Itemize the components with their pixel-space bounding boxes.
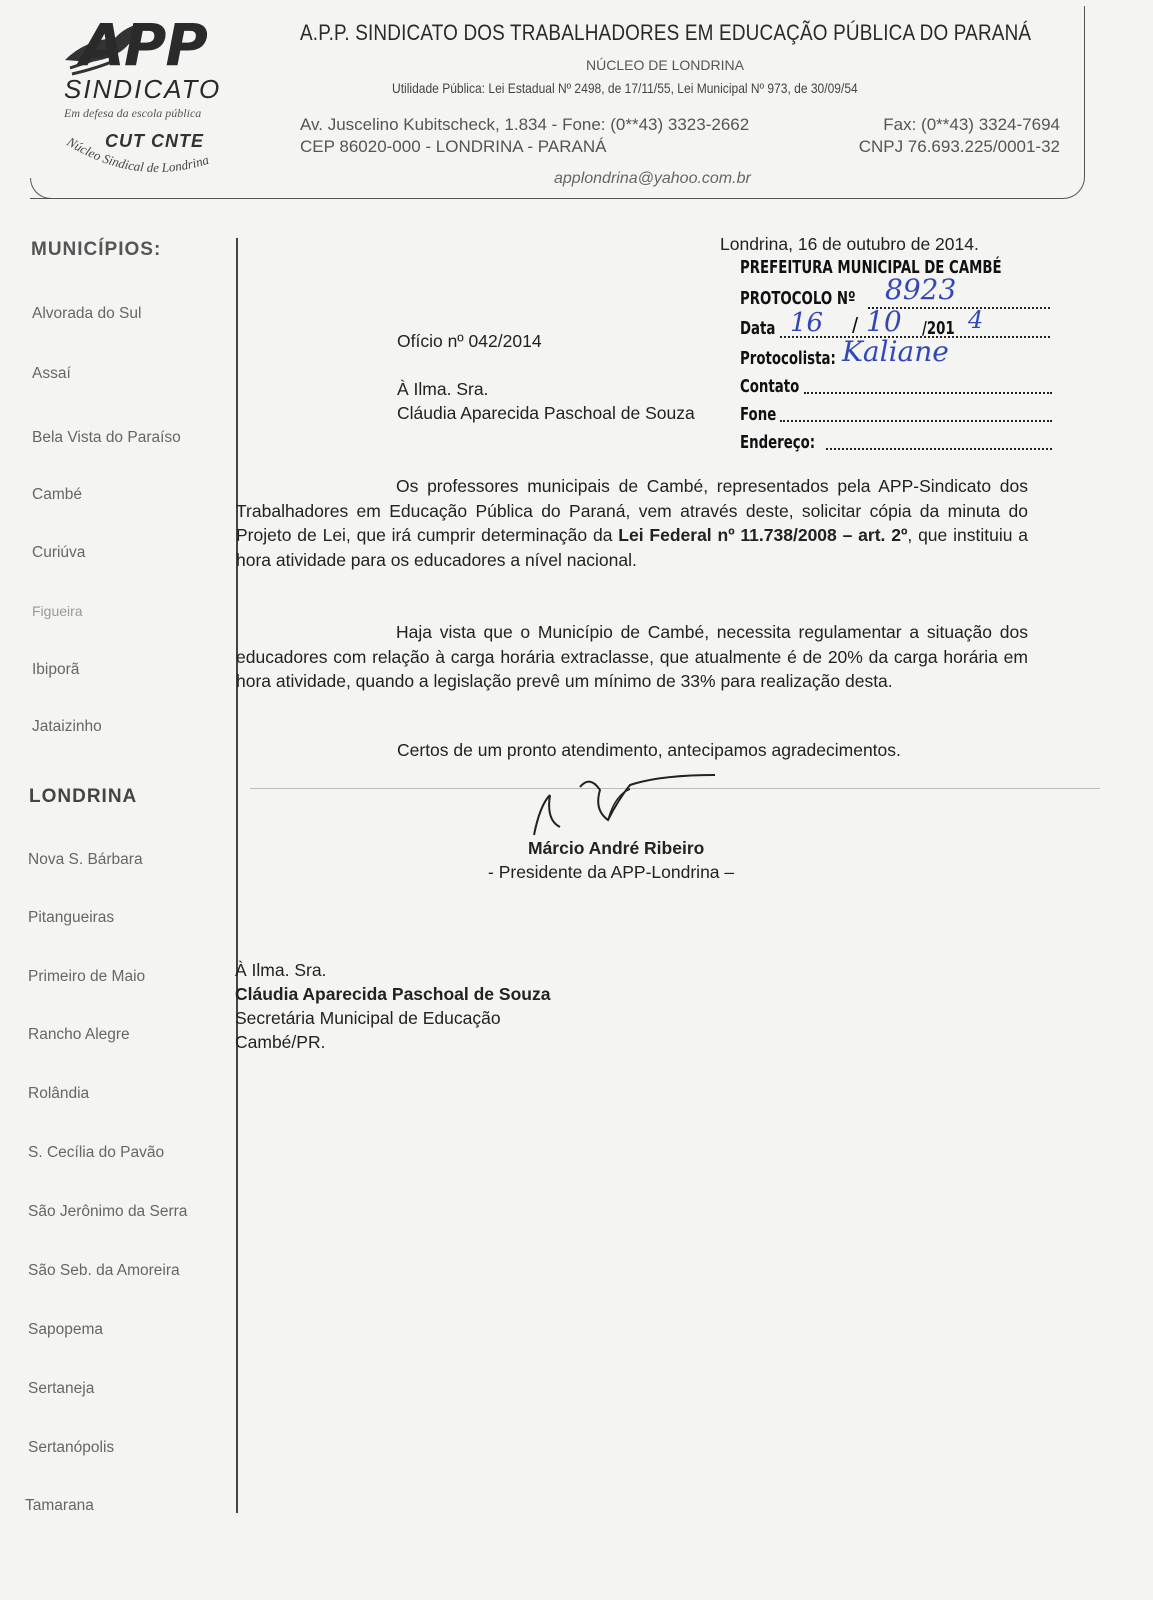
stamp-protocolo-label: PROTOCOLO Nº (740, 288, 856, 309)
stamp-data-slash: / (852, 313, 859, 338)
sidebar-title: MUNICÍPIOS: (31, 239, 162, 260)
sidebar-item-rancho-alegre: Rancho Alegre (28, 1026, 130, 1043)
paragraph-request-text-b: , que instituiu a hora atividade para os educadores a nível nacional. (236, 525, 1029, 570)
stamp-title: PREFEITURA MUNICIPAL DE CAMBÉ (740, 257, 1002, 278)
sidebar-item-sertanopolis: Sertanópolis (28, 1439, 115, 1456)
logo-app-text: APP (80, 11, 207, 79)
signatory-role: - Presidente da APP-Londrina – (488, 862, 735, 882)
sidebar-item-tamarana: Tamarana (25, 1497, 94, 1514)
stamp-data-day: 16 (790, 308, 824, 338)
stamp-contato-line (804, 392, 1052, 394)
sidebar-item-primeiro-de-maio: Primeiro de Maio (28, 968, 146, 985)
footer-city: Cambé/PR. (235, 1032, 326, 1052)
closing: Certos de um pronto atendimento, antecipamos agradecimentos. (397, 740, 901, 760)
stamp-endereco-label: Endereço: (740, 432, 816, 453)
sidebar-item-ibipora: Ibiporã (32, 661, 80, 678)
stamp-protocolista-value: Kaliane (842, 335, 949, 368)
stamp-data-label: Data (740, 318, 776, 339)
sidebar-item-sao-jeronimo: São Jerônimo da Serra (28, 1203, 188, 1220)
sidebar-item-sao-seb-amoreira: São Seb. da Amoreira (28, 1262, 180, 1279)
greeting: À Ilma. Sra. (397, 379, 489, 399)
sidebar-item-alvorada-do-sul: Alvorada do Sul (32, 305, 142, 322)
logo-sindicato-text: SINDICATO (64, 74, 222, 104)
sidebar-item-s-cecilia-do-pavao: S. Cecília do Pavão (28, 1144, 165, 1161)
sidebar-divider (236, 238, 238, 1513)
sidebar-item-figueira: Figueira (32, 603, 83, 619)
sidebar-item-bela-vista: Bela Vista do Paraíso (32, 429, 181, 446)
footer-name: Cláudia Aparecida Paschoal de Souza (235, 984, 551, 1004)
header-address: Av. Juscelino Kubitscheck, 1.834 - Fone: (0**43) 3323-2662 (300, 115, 750, 134)
sidebar-item-assai: Assaí (32, 365, 71, 382)
logo-motto: Em defesa da escola pública (64, 106, 202, 120)
sidebar-item-pitangueiras: Pitangueiras (28, 909, 115, 926)
paragraph-justification: Haja vista que o Município de Cambé, necessita regulamentar a situação dos educadores com relação à carga horária extraclasse, que atualmente é de 20% da carga horária em hora atividade, quando a legislação prevê um mínimo de 33% para realização desta. (236, 622, 1028, 691)
sidebar-item-rolandia: Rolândia (28, 1085, 90, 1102)
sidebar-item-jataizinho: Jataizinho (32, 718, 102, 735)
stamp-protocolista-label: Protocolista: (740, 348, 836, 369)
stamp-data-month: 10 (866, 305, 902, 338)
stamp-data-year-prefix: /201 (922, 318, 955, 339)
nucleo-arc-text (60, 138, 260, 190)
signatory-name: Márcio André Ribeiro (528, 838, 705, 858)
sidebar-item-sapopema: Sapopema (28, 1321, 103, 1338)
stamp-contato-label: Contato (740, 376, 800, 397)
addressee: Cláudia Aparecida Paschoal de Souza (397, 403, 695, 423)
stamp-fone-label: Fone (740, 404, 777, 425)
sidebar-item-londrina: LONDRINA (29, 786, 138, 807)
sidebar-item-nova-s-barbara: Nova S. Bárbara (28, 851, 143, 868)
header-cnpj: CNPJ 76.693.225/0001-32 (858, 137, 1060, 156)
union-title: A.P.P. SINDICATO DOS TRABALHADORES EM EDUCAÇÃO PÚBLICA DO PARANÁ (300, 20, 1032, 45)
footer-title: Secretária Municipal de Educação (235, 1008, 501, 1028)
stamp-data-year-digit: 4 (968, 306, 984, 334)
utilidade-publica: Utilidade Pública: Lei Estadual Nº 2498, de 17/11/55, Lei Municipal Nº 973, de 30/09/54 (392, 80, 858, 96)
sidebar-item-cambe: Cambé (32, 486, 82, 503)
footer-greeting: À Ilma. Sra. (235, 960, 327, 980)
affiliation-logos: CUT CNTE (105, 131, 204, 151)
nucleo-label: NÚCLEO DE LONDRINA (586, 57, 744, 73)
header-email: applondrina@yahoo.com.br (554, 170, 751, 187)
law-reference: Lei Federal nº 11.738/2008 – art. 2º (618, 525, 908, 545)
sidebar-item-curiuva: Curiúva (32, 544, 86, 561)
paragraph-request-text-a: Os professores municipais de Cambé, representados pela APP-Sindicato dos Trabalhadores em Educação Pública do Paraná, vem através deste, solicitar cópia da minuta do Projeto de Lei, que irá cumprir determinação da (236, 476, 1028, 545)
svg-text:Núcleo Sindical de Londrina: Núcleo Sindical de Londrina (64, 138, 211, 176)
header-cep: CEP 86020-000 - LONDRINA - PARANÁ (300, 137, 607, 156)
stamp-endereco-line (826, 448, 1052, 450)
paragraph-request (236, 474, 1028, 572)
oficio-number: Ofício nº 042/2014 (397, 331, 542, 351)
sidebar-item-sertaneja: Sertaneja (28, 1380, 95, 1397)
signature-image (520, 765, 740, 845)
stamp-fone-line (780, 420, 1052, 422)
stamp-protocolo-value: 8923 (885, 273, 957, 306)
letter-date: Londrina, 16 de outubro de 2014. (720, 234, 979, 254)
header-fax: Fax: (0**43) 3324-7694 (883, 115, 1060, 134)
